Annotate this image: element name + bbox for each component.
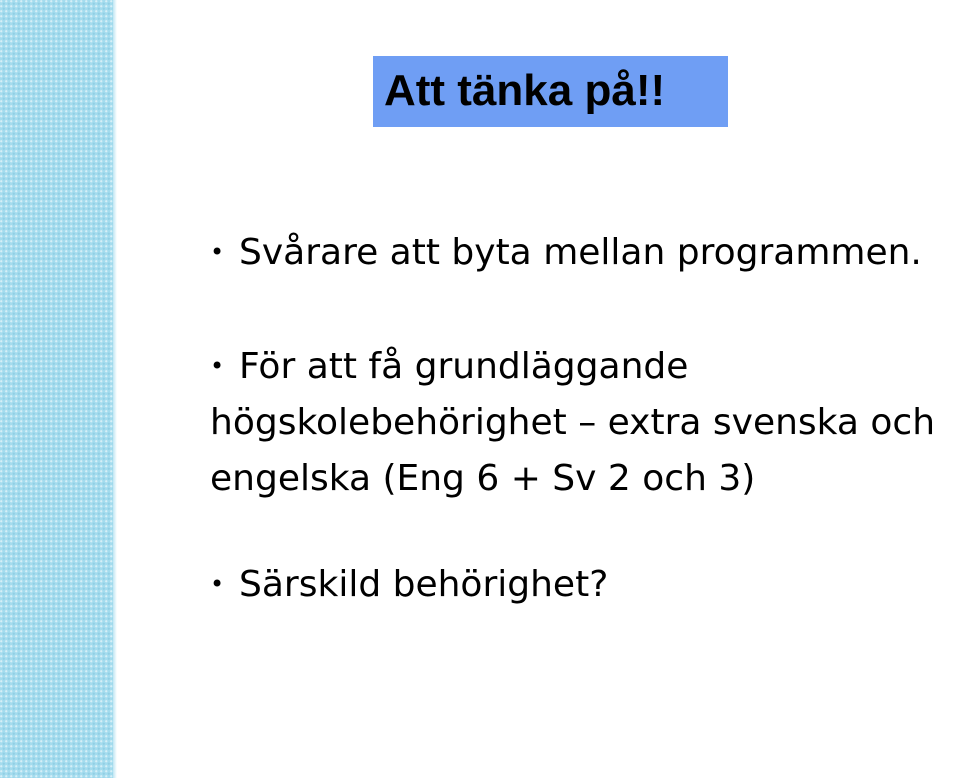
bullet-item: [210, 338, 935, 507]
bullet-line: högskolebehörighet – extra svenska och: [210, 402, 936, 443]
bullet-line: [210, 556, 608, 613]
bullet-icon: •: [210, 238, 225, 266]
bullet-icon: •: [210, 570, 225, 598]
decorative-side-band: [0, 0, 113, 778]
bullet-line: [210, 338, 935, 395]
bullet-line: [210, 224, 922, 281]
bullet-item: [210, 224, 922, 281]
slide-title: Att tänka på!!: [384, 66, 666, 115]
bullet-item: [210, 556, 608, 613]
bullet-icon: •: [210, 352, 225, 380]
bullet-text: Svårare att byta mellan programmen.: [239, 232, 922, 273]
bullet-text: Särskild behörighet?: [239, 564, 609, 605]
bullet-line: engelska (Eng 6 + Sv 2 och 3): [210, 458, 756, 499]
bullet-text: För att få grundläggande: [239, 346, 689, 387]
title-box: [373, 56, 728, 127]
side-band-edge: [113, 0, 117, 778]
